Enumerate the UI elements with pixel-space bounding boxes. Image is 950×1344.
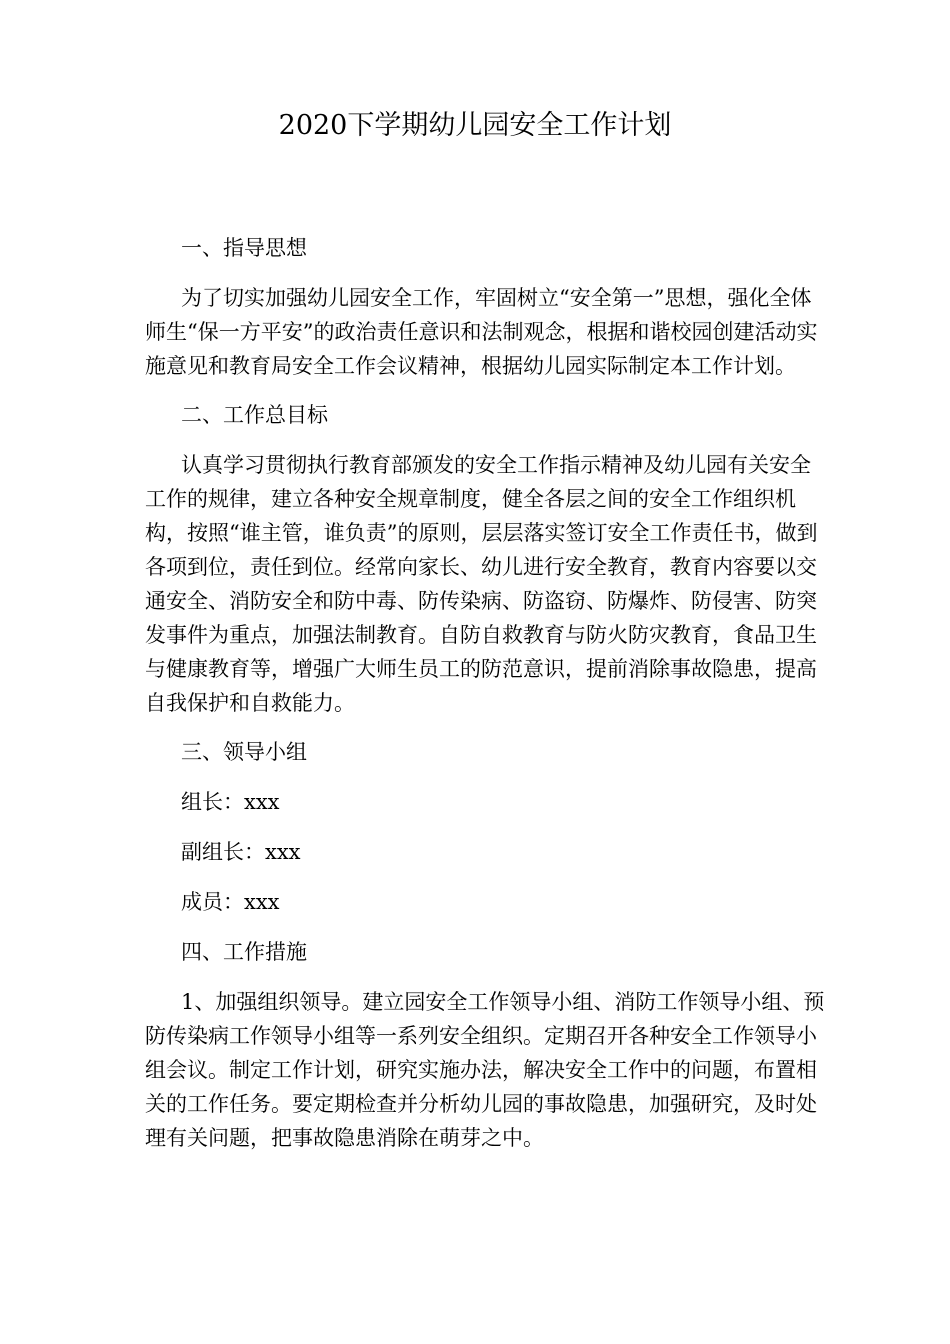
- paragraph-guiding-ideology: 为了切实加强幼儿园安全工作，牢固树立“安全第一”思想，强化全体师生“保一方平安”的政治责任意识和法制观念，根据和谐校园创建活动实施意见和教育局安全工作会议精神，根据幼儿园实际制定本工作计划。: [145, 286, 818, 378]
- section-heading-work-measures: 四、工作措施: [181, 940, 307, 964]
- document-body: [145, 231, 830, 1170]
- section-heading-overall-goal: 二、工作总目标: [181, 403, 328, 427]
- section-heading-leadership-group: 三、领导小组: [181, 740, 307, 764]
- document-title: 2020下学期幼儿园安全工作计划: [278, 110, 672, 141]
- role-members: 成员：xxx: [181, 890, 280, 914]
- paragraph-overall-goal: 认真学习贯彻执行教育部颁发的安全工作指示精神及幼儿园有关安全工作的规律，建立各种安全规章制度，健全各层之间的安全工作组织机构，按照“谁主管，谁负责”的原则，层层落实签订安全工作责任书，做到各项到位，责任到位。经常向家长、幼儿进行安全教育，教育内容要以交通安全、消防安全和防中毒、防传染病、防盗窃、防爆炸、防侵害、防突发事件为重点，加强法制教育。自防自救教育与防火防灾教育，食品卫生与健康教育等，增强广大师生员工的防范意识，提前消除事故隐患，提高自我保护和自救能力。: [145, 453, 818, 715]
- role-deputy-leader: 副组长：xxx: [181, 840, 301, 864]
- section-heading-guiding-ideology: 一、指导思想: [181, 236, 307, 260]
- role-leader: 组长：xxx: [181, 790, 280, 814]
- paragraph-work-measure-1: 1、加强组织领导。建立园安全工作领导小组、消防工作领导小组、预防传染病工作领导小组等一系列安全组织。定期召开各种安全工作领导小组会议。制定工作计划，研究实施办法，解决安全工作中的问题，布置相关的工作任务。要定期检查并分析幼儿园的事故隐患，加强研究，及时处理有关问题，把事故隐患消除在萌芽之中。: [145, 990, 825, 1150]
